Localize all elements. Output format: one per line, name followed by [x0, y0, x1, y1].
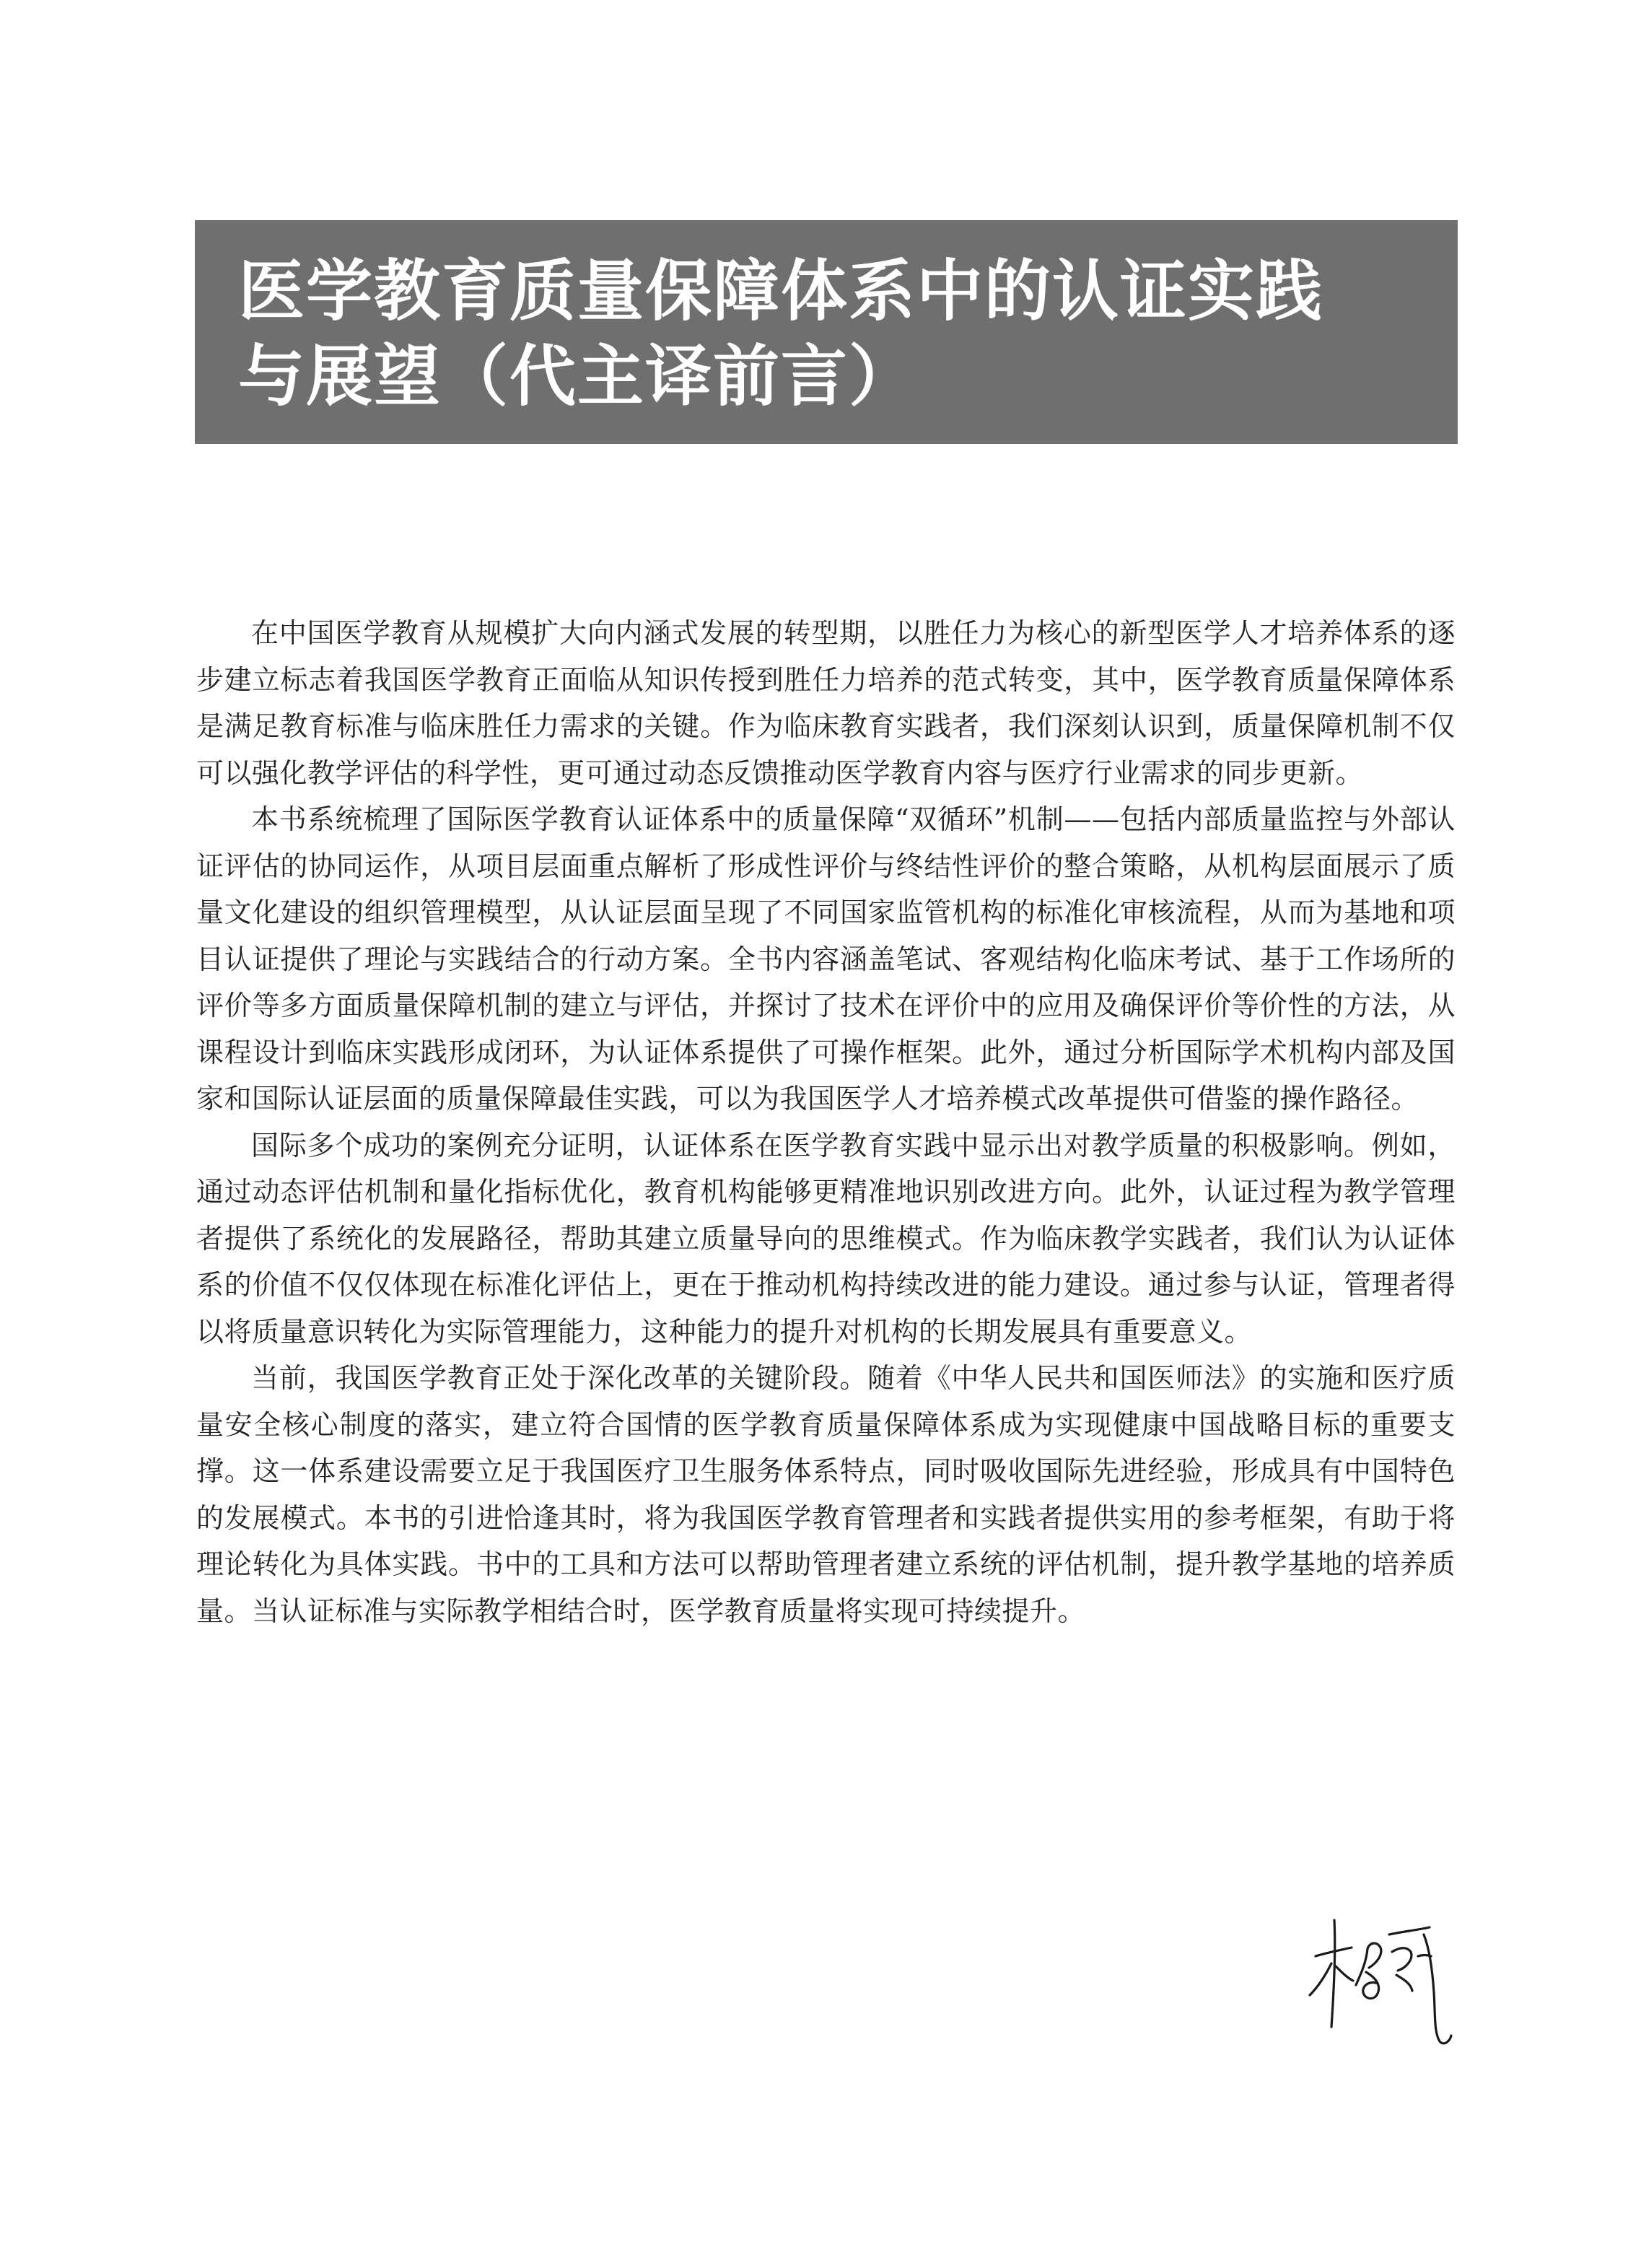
handwritten-signature	[1303, 1906, 1469, 2050]
title-banner	[195, 220, 1458, 444]
paragraph-4: 当前，我国医学教育正处于深化改革的关键阶段。随着《中华人民共和国医师法》的实施和医疗质量安全核心制度的落实，建立符合国情的医学教育质量保障体系成为实现健康中国战略目标的重要支撑。这一体系建设需要立足于我国医疗卫生服务体系特点，同时吸收国际先进经验，形成具有中国特色的发展模式。本书的引进恰逢其时，将为我国医学教育管理者和实践者提供实用的参考框架，有助于将理论转化为具体实践。书中的工具和方法可以帮助管理者建立系统的评估机制，提升教学基地的培养质量。当认证标准与实际教学相结合时，医学教育质量将实现可持续提升。	[196, 1362, 1456, 1627]
page-title-line-1: 医学教育质量保障体系中的认证实践	[238, 253, 1324, 330]
page-title-line-2: 与展望（代主译前言）	[238, 338, 917, 415]
preface-body	[196, 610, 1456, 1634]
paragraph-2: 本书系统梳理了国际医学教育认证体系中的质量保障“双循环”机制——包括内部质量监控与外部认证评估的协同运作，从项目层面重点解析了形成性评价与终结性评价的整合策略，从机构层面展示了质量文化建设的组织管理模型，从认证层面呈现了不同国家监管机构的标准化审核流程，从而为基地和项目认证提供了理论与实践结合的行动方案。全书内容涵盖笔试、客观结构化临床考试、基于工作场所的评价等多方面质量保障机制的建立与评估，并探讨了技术在评价中的应用及确保评价等价性的方法，从课程设计到临床实践形成闭环，为认证体系提供了可操作框架。此外，通过分析国际学术机构内部及国家和国际认证层面的质量保障最佳实践，可以为我国医学人才培养模式改革提供可借鉴的操作路径。	[196, 803, 1456, 1115]
paragraph-3: 国际多个成功的案例充分证明，认证体系在医学教育实践中显示出对教学质量的积极影响。例如，通过动态评估机制和量化指标优化，教育机构能够更精准地识别改进方向。此外，认证过程为教学管理者提供了系统化的发展路径，帮助其建立质量导向的思维模式。作为临床教学实践者，我们认为认证体系的价值不仅仅体现在标准化评估上，更在于推动机构持续改进的能力建设。通过参与认证，管理者得以将质量意识转化为实际管理能力，这种能力的提升对机构的长期发展具有重要意义。	[196, 1129, 1456, 1348]
paragraph-1: 在中国医学教育从规模扩大向内涵式发展的转型期，以胜任力为核心的新型医学人才培养体系的逐步建立标志着我国医学教育正面临从知识传授到胜任力培养的范式转变，其中，医学教育质量保障体系是满足教育标准与临床胜任力需求的关键。作为临床教育实践者，我们深刻认识到，质量保障机制不仅可以强化教学评估的科学性，更可通过动态反馈推动医学教育内容与医疗行业需求的同步更新。	[196, 617, 1456, 789]
